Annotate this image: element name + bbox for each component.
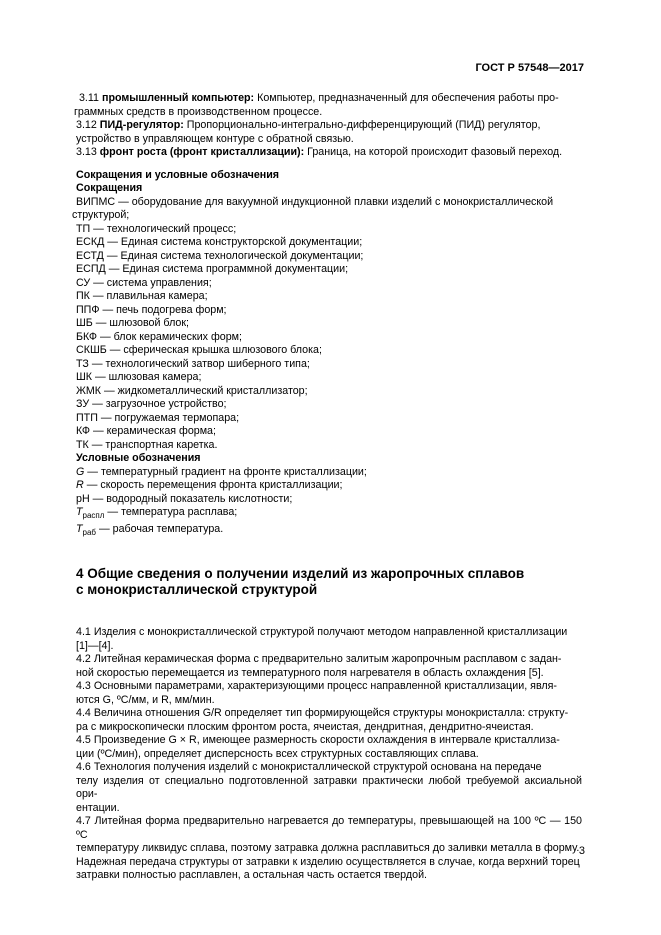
- paragraph-line: 4.4 Величина отношения G/R определяет тип формирующейся структуры монокристалла: структу-: [76, 707, 569, 719]
- paragraph-line: 4.3 Основными параметрами, характеризующими процесс направленной кристаллизации, явля-: [76, 680, 557, 692]
- abbrev-item: СКШБ — сферическая крышка шлюзового блока;: [76, 344, 322, 356]
- term-number: 3.11: [78, 92, 99, 104]
- term-number: 3.12: [76, 119, 97, 131]
- page-number: 3: [578, 845, 585, 857]
- symbol-item: [76, 506, 582, 523]
- term-name: ПИД-регулятор:: [99, 119, 184, 131]
- section-title-line: с монокристаллической структурой: [76, 582, 318, 597]
- term-definition: Граница, на которой происходит фазовый переход.: [307, 146, 563, 158]
- paragraph-line: ции (ºС/мин), определяет дисперсность всех структурных составляющих сплава.: [76, 747, 479, 760]
- section-4-title: [76, 566, 582, 598]
- symbol-letter: T: [76, 522, 83, 535]
- paragraph-line: Надежная передача структуры от затравки к изделию осуществляется в случае, когда верхний торец: [76, 855, 580, 868]
- term-3-12: [76, 119, 582, 146]
- abbrev-item: ПК — плавильная камера;: [76, 290, 208, 302]
- symbol-description: — температурный градиент на фронте кристаллизации;: [84, 465, 367, 478]
- term-definition-cont: граммных средств в производственном процессе.: [74, 105, 323, 118]
- abbrev-item: ПТП — погружаемая термопара;: [76, 411, 240, 424]
- paragraph-line: затравки полностью расплавлен, а остальная часть остается твердой.: [76, 869, 428, 881]
- term-name: фронт роста (фронт кристаллизации):: [99, 146, 305, 158]
- symbol-description: — температура расплава;: [104, 506, 238, 518]
- term-3-13: [76, 146, 582, 160]
- symbol-item: [76, 479, 582, 493]
- paragraph-4-7: [76, 815, 582, 883]
- abbrev-first-line: ВИПМС — оборудование для вакуумной индукционной плавки изделий с монокристаллической: [76, 195, 554, 208]
- paragraph-line: 4.6 Технология получения изделий с монокристаллической структурой основана на передаче: [76, 761, 542, 773]
- paragraph-line: 4.5 Произведение G × R, имеющее размерность скорости охлаждения в интервале кристаллиза-: [76, 734, 560, 746]
- symbols-heading: Условные обозначения: [76, 452, 201, 464]
- paragraph-4-3: [76, 680, 582, 707]
- symbols-list: [76, 466, 582, 540]
- paragraph-line: 4.2 Литейная керамическая форма с предварительно залитым жаропрочным расплавом с задан-: [76, 653, 562, 665]
- abbrev-item: ЕСТД — Единая система технологической документации;: [76, 249, 364, 262]
- abbrev-item: ЗУ — загрузочное устройство;: [76, 398, 227, 410]
- abbrev-section-title: Сокращения и условные обозначения: [76, 168, 280, 181]
- symbol-description: — рабочая температура.: [96, 522, 224, 535]
- abbrev-item: БКФ — блок керамических форм;: [76, 330, 242, 343]
- paragraph-4-4: [76, 707, 582, 734]
- term-number: 3.13: [76, 146, 97, 158]
- abbrev-item: ЖМК — жидкометаллический кристаллизатор;: [76, 384, 308, 397]
- abbrev-item: ТЗ — технологический затвор шиберного типа;: [76, 357, 310, 370]
- paragraph-line: 4.1 Изделия с монокристаллической структурой получают методом направленной кристаллизации: [76, 626, 568, 638]
- abbrev-item: ШК — шлюзовая камера;: [76, 371, 202, 383]
- symbol-item: [76, 523, 582, 540]
- paragraph-4-2: [76, 653, 582, 680]
- abbrev-item: КФ — керамическая форма;: [76, 425, 216, 437]
- symbol-description: pH — водородный показатель кислотности;: [76, 492, 293, 505]
- abbrev-item: ЕСПД — Единая система программной документации;: [76, 263, 349, 275]
- term-3-11: [76, 92, 582, 119]
- paragraph-line: ются G, ºС/мм, и R, мм/мин.: [76, 693, 215, 706]
- paragraph-line: телу изделия от специально подготовленной затравки практически любой требуемой аксиальной ори-: [76, 774, 582, 800]
- symbol-description: — скорость перемещения фронта кристаллизации;: [83, 479, 343, 491]
- page-content: [72, 92, 582, 883]
- paragraph-4-5: [76, 734, 582, 761]
- term-definition: Компьютер, предназначенный для обеспечения работы про-: [257, 92, 559, 104]
- symbol-letter: R: [76, 479, 84, 491]
- symbol-letter: G: [76, 465, 85, 478]
- symbol-subscript: распл: [82, 511, 105, 520]
- paragraph-4-1: [76, 626, 582, 653]
- term-definition: Пропорционально-интегрально-дифференцирующий (ПИД) регулятор,: [186, 119, 541, 131]
- symbol-item: [76, 493, 582, 507]
- paragraph-line: ентации.: [76, 801, 120, 814]
- paragraph-line: ра с микроскопически плоским фронтом роста, ячеистая, дендритная, дендритно-ячеистая.: [76, 720, 534, 733]
- paragraph-line: температуру ликвидус сплава, поэтому затравка должна расплавиться до заливки металла в форму.: [76, 842, 580, 854]
- section-title-line: 4 Общие сведения о получении изделий из жаропрочных сплавов: [76, 566, 525, 581]
- paragraph-4-6: [76, 761, 582, 815]
- abbrev-item: ТП — технологический процесс;: [76, 222, 237, 235]
- term-name: промышленный компьютер:: [101, 92, 255, 104]
- symbol-item: [76, 466, 582, 480]
- abbrev-item: ШБ — шлюзовой блок;: [76, 317, 190, 329]
- abbrev-first-line-cont: структурой;: [72, 209, 130, 221]
- document-header: ГОСТ Р 57548—2017: [475, 62, 584, 74]
- paragraph-line: ной скоростью перемещается из температурного поля нагревателя в область охлаждения [5].: [76, 666, 544, 679]
- term-definition-cont: устройство в управляющем контуре с обратной связью.: [76, 132, 354, 145]
- abbrev-heading: Сокращения: [76, 182, 143, 194]
- abbrev-item: ЕСКД — Единая система конструкторской документации;: [76, 236, 363, 248]
- paragraph-line: [1]—[4].: [76, 639, 114, 652]
- symbol-subscript: раб: [82, 527, 97, 537]
- abbrev-item: ППФ — печь подогрева форм;: [76, 303, 227, 316]
- abbrev-first-item: [72, 195, 582, 223]
- section-4-body: [76, 626, 582, 883]
- paragraph-line: 4.7 Литейная форма предварительно нагревается до температуры, превышающей на 100 ºС — 150 ºС: [76, 815, 582, 841]
- abbrev-item: СУ — система управления;: [76, 276, 212, 289]
- abbrev-item: ТК — транспортная каретка.: [76, 438, 218, 451]
- symbol-letter: T: [76, 506, 83, 518]
- abbrev-list: [76, 223, 582, 453]
